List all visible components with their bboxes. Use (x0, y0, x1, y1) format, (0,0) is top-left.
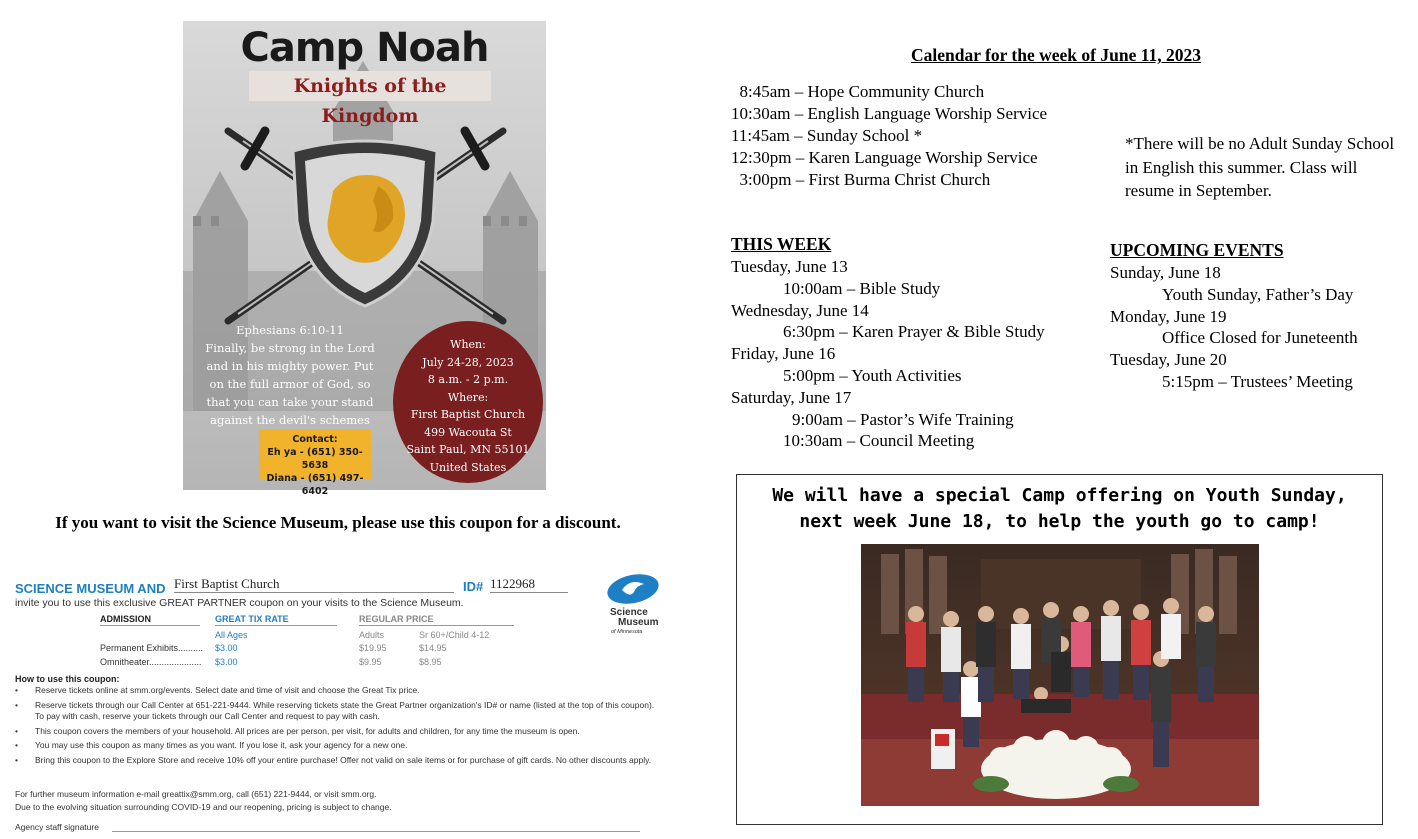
row-label: Omnitheater..................... (100, 657, 202, 667)
upcoming-events-title: UPCOMING EVENTS (1110, 240, 1284, 260)
event-item: 6:30pm – Karen Prayer & Bible Study (783, 322, 1045, 342)
youth-offering-box (736, 474, 1383, 825)
row-rate: $3.00 (215, 643, 238, 653)
coupon-invite-text: invite you to use this exclusive GREAT PARTNER coupon on your visits to the Science Museum. (15, 597, 464, 609)
schedule-item: 3:00pm – First Burma Christ Church (731, 170, 991, 189)
logo-word: Science (610, 607, 648, 618)
verse-line: Finally, be strong in the Lord (205, 341, 375, 355)
event-item: 10:30am – Council Meeting (783, 431, 975, 451)
verse-line: on the full armor of God, so (209, 377, 371, 391)
coupon-title: SCIENCE MUSEUM AND (15, 581, 166, 596)
row-adult-price: $19.95 (359, 643, 387, 653)
coupon-id-label: ID# (463, 579, 484, 594)
adults-label: Adults (359, 630, 385, 640)
science-museum-coupon (0, 566, 676, 839)
when-where-text (393, 336, 543, 476)
event-item: 10:00am – Bible Study (783, 278, 941, 298)
instruction-item: • You may use this coupon as many times as you want. If you lose it, ask your agency for a new one. (15, 740, 665, 752)
coupon-instructions (15, 685, 665, 769)
this-week-list (731, 256, 1045, 452)
row-child-price: $8.95 (419, 657, 442, 667)
row-adult-price: $9.95 (359, 657, 382, 667)
row-child-price: $14.95 (419, 643, 447, 653)
all-ages-label: All Ages (215, 630, 248, 640)
schedule-item: 10:30am – English Language Worship Service (731, 104, 1048, 123)
logo-subtitle: of Minnesota (611, 629, 643, 635)
header-rule (215, 625, 337, 626)
row-label: Permanent Exhibits.......... (100, 643, 204, 653)
event-day: Tuesday, June 20 (1110, 350, 1227, 370)
instruction-item: • Bring this coupon to the Explore Store and receive 10% off your entire purchase! Offer not valid on sale items or for purchase of gift cards. No other discounts apply. (15, 755, 665, 767)
youth-offering-text (737, 483, 1382, 535)
poster-subtitle: Knights of the Kingdom (249, 71, 491, 101)
event-day: Wednesday, June 14 (731, 300, 869, 320)
sunday-schedule (731, 81, 1047, 191)
verse-line: and in his mighty power. Put (206, 359, 374, 373)
event-day: Saturday, June 17 (731, 387, 852, 407)
this-week-title: THIS WEEK (731, 234, 832, 254)
signature-line (112, 831, 640, 832)
regular-price-header: REGULAR PRICE (359, 614, 434, 624)
event-item: Office Closed for Juneteenth (1162, 328, 1358, 348)
event-item: 5:15pm – Trustees’ Meeting (1162, 371, 1353, 391)
signature-label: Agency staff signature (15, 822, 99, 832)
poster-verse (205, 321, 375, 429)
verse-line: against the devil's schemes (210, 413, 370, 427)
verse-reference: Ephesians 6:10-11 (236, 323, 344, 337)
youth-group-photo (861, 544, 1259, 806)
event-day: Friday, June 16 (731, 344, 836, 364)
contact-line: Eh ya - (651) 350-5638 (267, 447, 363, 471)
instruction-item: • Reserve tickets through our Call Center at 651-221-9444. While reserving tickets state the Great Partner organization's ID# or name (listed at the top of this coupon). To pay with cash, reserve your tickets through our Call Center and request to pay with cash. (15, 700, 665, 723)
senior-child-label: Sr 60+/Child 4-12 (419, 630, 490, 640)
schedule-item: 11:45am – Sunday School * (731, 126, 923, 145)
when-line: 8 a.m. - 2 p.m. (427, 373, 509, 386)
verse-line: that you can take your stand (206, 395, 374, 409)
when-line: Saint Paul, MN 55101 (406, 443, 530, 456)
instruction-item: • This coupon covers the members of your household. All prices are per person, per visit, for adults and children, for any time the museum is open. (15, 726, 665, 738)
upcoming-events-list (1110, 262, 1358, 393)
coupon-footer-covid: Due to the evolving situation surrounding COVID-19 and our reopening, pricing is subject to change. (15, 802, 392, 812)
camp-noah-poster (183, 21, 546, 497)
event-day: Monday, June 19 (1110, 306, 1227, 326)
event-item: Youth Sunday, Father’s Day (1162, 284, 1354, 304)
coupon-id-number: 1122968 (490, 576, 568, 593)
when-line: July 24-28, 2023 (422, 355, 514, 369)
contact-title: Contact: (292, 434, 338, 445)
when-line: 499 Wacouta St (424, 425, 512, 439)
event-day: Sunday, June 18 (1110, 263, 1221, 282)
schedule-item: 12:30pm – Karen Language Worship Service (731, 148, 1038, 167)
youth-line: next week June 18, to help the youth go to camp! (799, 511, 1320, 532)
coupon-partner-name: First Baptist Church (174, 576, 454, 593)
poster-title: Camp Noah (240, 25, 489, 71)
header-rule (100, 625, 200, 626)
schedule-item: 8:45am – Hope Community Church (731, 82, 985, 101)
logo-text (610, 608, 659, 628)
when-line: Where: (447, 390, 489, 404)
sunday-school-note: *There will be no Adult Sunday School in English this summer. Class will resume in September. (1125, 134, 1395, 200)
how-to-use-title: How to use this coupon: (15, 674, 120, 684)
when-line: When: (450, 338, 486, 351)
when-line: First Baptist Church (410, 408, 526, 421)
event-item: 5:00pm – Youth Activities (783, 365, 962, 385)
poster-contact-box (259, 429, 371, 497)
calendar-title: Calendar for the week of June 11, 2023 (910, 45, 1202, 65)
contact-line: Diana - (651) 497-6402 (266, 473, 364, 497)
header-rule (359, 625, 514, 626)
youth-group-photo-illustration (861, 544, 1259, 806)
youth-line: We will have a special Camp offering on Youth Sunday, (772, 485, 1347, 506)
when-line: United States (429, 460, 507, 474)
admission-header: ADMISSION (100, 614, 152, 624)
coupon-heading: If you want to visit the Science Museum, please use this coupon for a discount. (55, 513, 621, 532)
logo-word: Museum (618, 617, 659, 628)
great-tix-header: GREAT TIX RATE (215, 614, 289, 624)
coupon-footer-info: For further museum information e-mail greattix@smm.org, call (651) 221-9444, or visit smm.org. (15, 789, 377, 799)
row-rate: $3.00 (215, 657, 238, 667)
event-day: Tuesday, June 13 (731, 257, 848, 276)
event-item: 9:00am – Pastor’s Wife Training (792, 409, 1014, 429)
instruction-item: • Reserve tickets online at smm.org/events. Select date and time of visit and choose the Great Tix price. (15, 685, 665, 697)
